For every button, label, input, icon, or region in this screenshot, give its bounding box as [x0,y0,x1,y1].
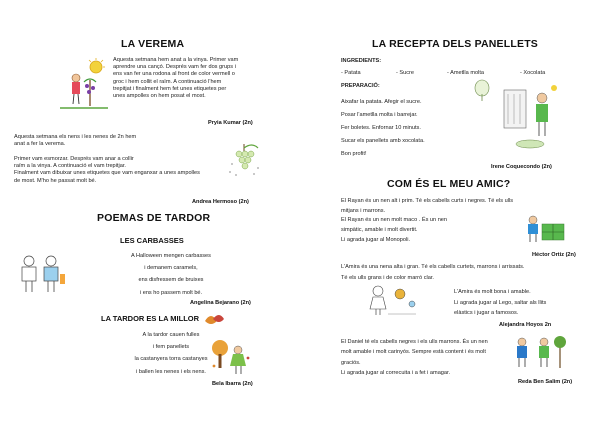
text-line: L'Amira és una nena alta i gran. Té els cabells curtets, marrons i arrissats. [341,264,525,270]
rayan-drawing [524,214,566,244]
prep-label: PREPARACIÓ: [341,83,380,89]
ingredient-item: - Ametlla molta [447,70,484,76]
text-line: El Rayan és un nen molt maco . És un nen [341,217,448,224]
recepta-title: LA RECEPTA DELS PANELLETS [372,38,539,50]
recipe-steps [341,96,425,161]
daniel-drawing [510,334,570,370]
text-line: Li agrada jugar al Monopoli. [341,237,411,244]
text-line: elàstics i jugar a famosos. [454,310,519,317]
text-line: mitjans i marrons. [341,207,386,214]
author-andrea: Andrea Hermoso (2n) [192,199,249,205]
author-alejandra: Alejandra Hoyos 2n [499,322,552,328]
ingredient-item: - Sucre [396,70,415,76]
cooking-kids-drawing [500,80,560,154]
verema-title: LA VEREMA [121,38,185,50]
author-reda: Reda Ben Salim (2n) [518,379,573,385]
alejandra-text-2 [454,287,546,319]
text-line: Li agrada jugar al Lego, saltar als llits [454,299,547,306]
author-hector: Héctor Ortiz (2n) [532,252,576,258]
text-line: Aquesta setmana hem anat a la vinya. Primer vam [113,57,239,63]
author-irene: Irene Coquecondo (2n) [491,164,552,170]
text-line: trepitjat i finalment hem fet unes etiquetes per [113,85,227,92]
text-line: Té els ulls grans i de color marró clar. [341,274,434,281]
tardor-title: LA TARDOR ES LA MILLOR [101,314,200,323]
text-line: Primer vam esmorzar. Després vam anar a collir [14,156,134,162]
mortar-drawing [472,78,492,102]
verema-paragraph-3 [14,156,200,185]
grapes-drawing [224,142,266,178]
text-line: groc i hem collit el raïm. A continuació l'hem [113,78,222,85]
vineyard-drawing [60,58,108,110]
text-line: El Daniel té els cabells negres i els ulls marrons. És un nen [341,339,488,345]
text-line: molt amable i molt carinyós. Sempre està content i és molt [341,349,486,356]
poemes-title: POEMAS DE TARDOR [97,212,211,224]
poem-line: i ballen les nenes i els nens. [136,368,206,375]
poem-line: A la tardor cauen fulles [142,332,200,338]
author-bela: Bela Ibarra (2n) [212,381,253,387]
poem-line: i fem panellets [152,344,190,351]
text-line: L'Amira és molt bona i amable. [454,289,531,295]
text-line: graciós. [341,359,361,366]
text-line: anat a fer la verema. [14,141,66,148]
hector-text [341,197,513,245]
poem-line: la castanyera torra castanyes [134,356,208,363]
recipe-step: Fer boletes. Enfornar 10 minuts. [341,125,421,131]
leaves-drawing [203,311,225,329]
reda-text [341,337,488,379]
children-drawing [18,252,66,296]
verema-paragraph-2 [14,134,136,148]
text-line: aprendre una cançó. Després vam fer dos grups i [113,64,236,71]
amira-drawing [368,284,418,316]
text-line: El Rayan és un nen alt i prim. Té els cabells curts i negres. Té els ulls [341,198,514,204]
poem-line: ens disfressem de bruixes [138,277,204,284]
text-line: simpàtic, amable i molt divertit. [341,226,418,233]
recipe-step: Bon profit! [341,151,367,157]
text-line: ens van fer una rodona al front de color vermell o [113,71,235,78]
text-line: de most. M'ho he passat molt bé. [14,177,97,184]
alejandra-text-1 [341,262,524,283]
tardor-poem [101,329,241,378]
right-column [300,0,600,424]
author-pryia: Pryia Kumar (2n) [208,120,253,126]
carbasses-poem [101,250,241,299]
text-line: Finalment vam dibuixar unes etiquetes que vam enganxar a unes ampolles [14,170,200,177]
poem-line: i demanem caramels, [144,265,198,272]
ingredient-item: - Patata [341,70,361,76]
text-line: Aquesta setmana els nens i les nenes de 2n hem [14,134,137,140]
ingredient-item: - Xocolata [520,70,546,76]
recipe-step: Posar l'ametlla molta i barrejar. [341,112,418,118]
amic-title: COM ÉS EL MEU AMIC? [387,178,511,190]
verema-paragraph-1 [113,57,238,100]
ingredients-label: INGREDIENTS: [341,58,382,64]
carbasses-title: LES CARBASSES [120,236,184,245]
text-line: raïm a la vinya. A continuació el vam trepitjar. [14,163,126,170]
text-line: unes ampolles on hem posat el most. [113,93,206,100]
recipe-step: Aixafar la patata. Afegir el sucre. [341,99,422,105]
recipe-step: Sucar els panellets amb xocolata. [341,138,425,144]
text-line: Li agrada jugar al correcuita i a fet i amagar. [341,370,451,377]
author-angelina: Angelina Bejarano (2n) [190,300,251,306]
poem-line: i ens ho passem molt bé. [139,289,203,296]
poem-line: A Halloween mengen carbasses [131,253,211,259]
